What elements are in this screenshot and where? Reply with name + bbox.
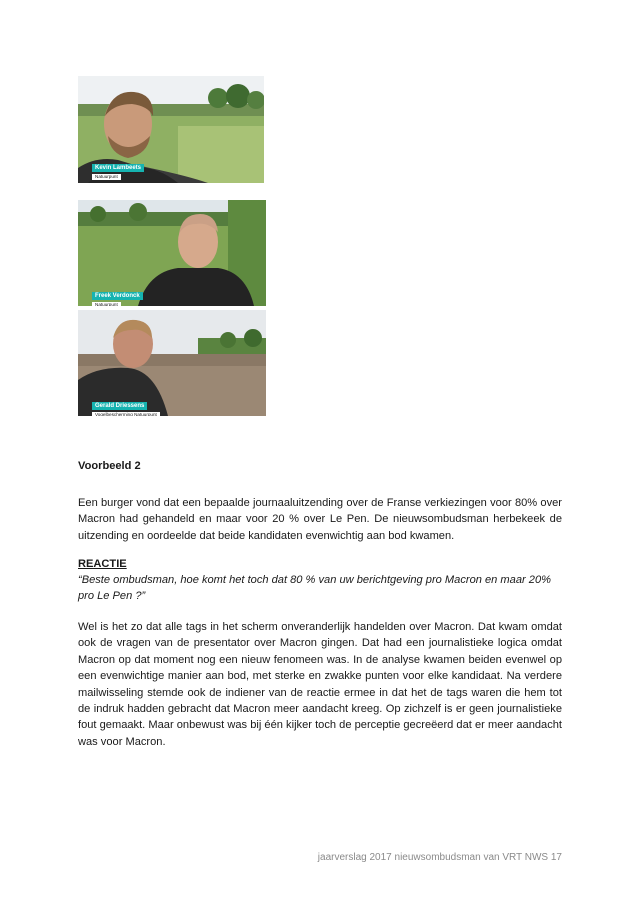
lower-third-3 [92,394,160,416]
response-paragraph: Wel is het zo dat alle tags in het scherm onveranderlijk handelden over Macron. Dat kwam omdat ook de vragen van de presentator over Macron gingen. Dat had een journalistieke logica omdat Macron op dat moment nog een nieuw fenomeen was. In de analyse kwamen beiden evenwel op een evenwichtige manier aan bod, met sterke en zwakke punten voor elke kandidaat. Na verdere mailwisseling stemde ook de indiener van de reactie ermee in dat het de tags waren die hem tot de indruk hadden gebracht dat Macron meer aandacht kreeg. Op zichzelf is er geen journalistieke fout gemaakt. Maar onbewust was bij één kijker toch de perceptie gecreëerd dat er meer aandacht was voor Macron. [78,621,562,748]
page-footer: jaarverslag 2017 nieuwsombudsman van VRT NWS 17 [317,852,562,863]
reader-quote: “Beste ombudsman, hoe komt het toch dat 80 % van uw berichtgeving pro Macron en maar 20% pro Le Pen ?” [78,574,551,603]
caption-name-2: Freek Verdonck [92,292,143,300]
video-still-3 [78,310,266,416]
caption-name-3: Gerald Driessens [92,402,147,410]
lower-third-2 [92,284,143,306]
caption-role-3: Vogelbescherming Natuurpunt [92,412,160,416]
caption-name-1: Kevin Lambeets [92,164,144,172]
video-still-2 [78,200,266,306]
section-title: Voorbeeld 2 [78,460,141,472]
caption-role-1: Natuurpunt [92,174,121,180]
intro-paragraph: Een burger vond dat een bepaalde journaaluitzending over de Franse verkiezingen voor 80% over Macron had gehandeld en maar voor 20 % over Le Pen. De nieuwsombudsman herbekeek de uitzending en oordeelde dat beide kandidaten evenwichtig aan bod kwamen. [78,497,562,542]
caption-role-2: Natuurpunt [92,302,121,306]
lower-third-1 [92,156,144,180]
video-still-1 [78,76,264,183]
reactie-label: REACTIE [78,558,127,570]
